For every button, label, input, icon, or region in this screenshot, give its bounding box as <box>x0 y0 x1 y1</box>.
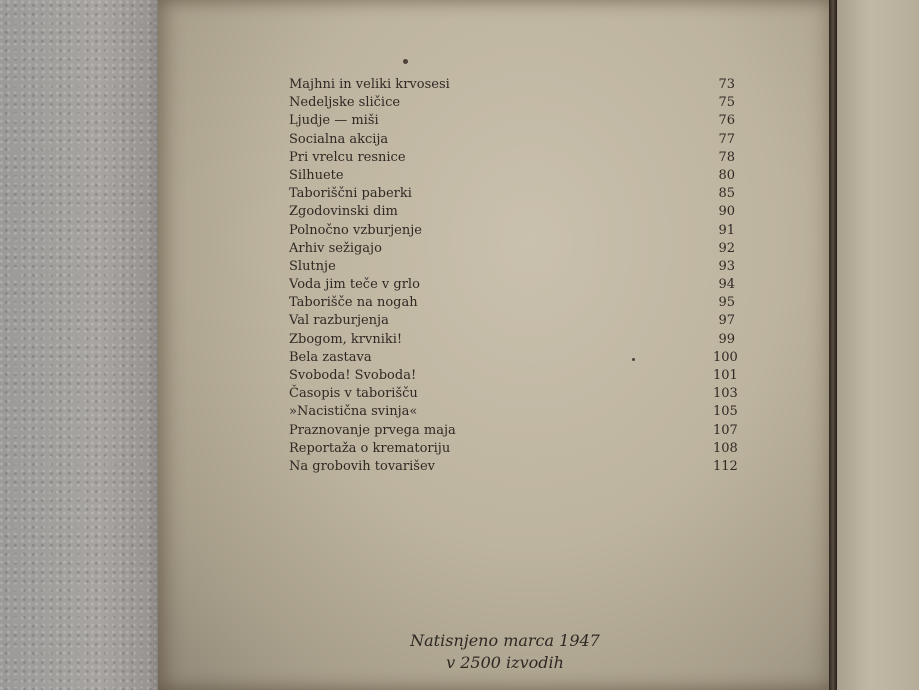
toc-entry <box>289 349 738 367</box>
toc-entry <box>289 312 735 330</box>
toc-entry <box>289 276 735 294</box>
toc-title: Na grobovih tovarišev <box>289 458 436 474</box>
toc-title: Taboriščni paberki <box>289 186 412 202</box>
toc-page-number: 92 <box>718 240 735 256</box>
toc-title: Zbogom, krvniki! <box>289 331 403 347</box>
toc-page-number: 80 <box>718 167 735 183</box>
toc-page-number: 85 <box>718 186 735 202</box>
toc-title: Ljudje — miši <box>289 113 379 129</box>
toc-title: Svoboda! Svoboda! <box>289 368 417 383</box>
toc-page-number: 101 <box>713 368 738 383</box>
toc-entry <box>289 94 735 112</box>
toc-title: Socialna akcija <box>289 131 389 147</box>
toc-page-number: 93 <box>718 258 735 274</box>
colophon <box>400 630 610 674</box>
toc-title: Nedeljske sličice <box>289 95 401 111</box>
toc-page-number: 73 <box>718 77 735 92</box>
toc-entry <box>289 258 735 276</box>
toc-page-number: 112 <box>713 458 738 474</box>
toc-title: Taborišče na nogah <box>289 295 418 311</box>
toc-title: Voda jim teče v grlo <box>289 277 420 293</box>
toc-title: Bela zastava <box>289 349 372 365</box>
toc-page-number: 90 <box>718 204 735 220</box>
toc-entry <box>289 331 735 349</box>
table-of-contents <box>289 76 738 476</box>
toc-entry <box>289 222 735 240</box>
toc-page-number: 100 <box>713 349 738 365</box>
toc-page-number: 105 <box>713 404 738 420</box>
toc-entry <box>289 385 738 403</box>
toc-page-number: 94 <box>718 277 735 293</box>
toc-page-number: 99 <box>718 331 735 347</box>
toc-entry <box>289 422 738 440</box>
toc-page-number: 95 <box>718 295 735 311</box>
toc-entry <box>289 367 738 385</box>
toc-title: »Nacistična svinja« <box>289 404 418 420</box>
toc-title: Silhuete <box>289 167 344 183</box>
toc-title: Reportaža o krematoriju <box>289 440 451 456</box>
toc-entry <box>289 149 735 167</box>
toc-page-number: 97 <box>718 313 735 329</box>
toc-page-number: 108 <box>713 440 738 456</box>
toc-title: Arhiv sežigajo <box>289 240 382 256</box>
toc-title: Praznovanje prvega maja <box>289 422 456 438</box>
toc-page-number: 91 <box>718 222 735 238</box>
toc-entry <box>289 203 735 221</box>
colophon-print-run: v 2500 izvodih <box>446 653 564 672</box>
ink-speck <box>403 59 408 64</box>
colophon-print-date: Natisnjeno marca 1947 <box>410 631 600 650</box>
toc-page-number: 76 <box>718 113 735 129</box>
book-gutter <box>829 0 837 690</box>
toc-page-number: 78 <box>718 149 735 165</box>
toc-title: Pri vrelcu resnice <box>289 149 406 165</box>
toc-title: Zgodovinski dim <box>289 204 398 220</box>
toc-entry <box>289 403 738 421</box>
toc-title: Slutnje <box>289 258 336 274</box>
toc-page-number: 103 <box>713 386 738 402</box>
toc-title: Val razburjenja <box>289 313 389 329</box>
toc-entry <box>289 131 735 149</box>
toc-title: Majhni in veliki krvosesi <box>289 77 450 92</box>
toc-page-number: 75 <box>718 95 735 111</box>
toc-entry <box>289 167 735 185</box>
facing-page <box>837 0 919 690</box>
toc-entry <box>289 294 735 312</box>
toc-page-number: 107 <box>713 422 738 438</box>
toc-entry <box>289 458 738 476</box>
toc-title: Polnočno vzburjenje <box>289 222 422 238</box>
toc-page-number: 77 <box>718 131 735 147</box>
toc-entry <box>289 76 735 94</box>
toc-entry <box>289 185 735 203</box>
toc-title: Časopis v taborišču <box>289 386 418 402</box>
toc-entry <box>289 240 735 258</box>
toc-entry <box>289 112 735 130</box>
toc-entry <box>289 440 738 458</box>
